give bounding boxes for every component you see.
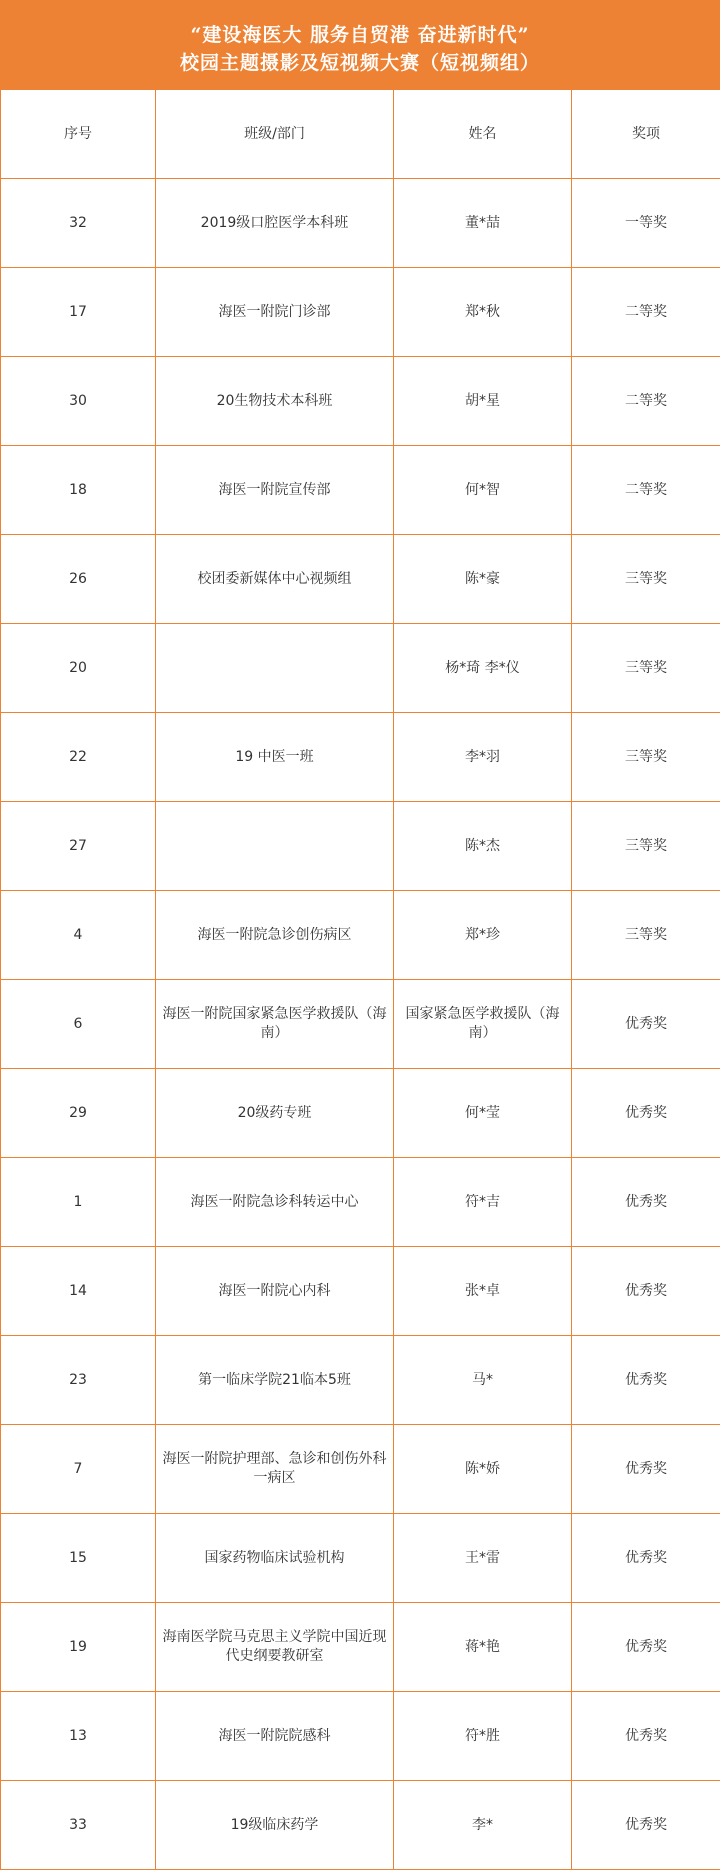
column-header-dept: 班级/部门 xyxy=(156,90,394,179)
cell-no: 30 xyxy=(1,357,156,446)
cell-award: 二等奖 xyxy=(572,446,720,535)
cell-dept: 海医一附院国家紧急医学救援队（海南） xyxy=(156,980,394,1069)
cell-name: 国家紧急医学救援队（海南） xyxy=(394,980,572,1069)
cell-name: 陈*豪 xyxy=(394,535,572,624)
cell-no: 33 xyxy=(1,1781,156,1870)
table-row xyxy=(1,1692,720,1781)
cell-name: 符*胜 xyxy=(394,1692,572,1781)
cell-dept: 19 中医一班 xyxy=(156,713,394,802)
table-row xyxy=(1,268,720,357)
table-row xyxy=(1,179,720,268)
cell-dept: 海南医学院马克思主义学院中国近现代史纲要教研室 xyxy=(156,1603,394,1692)
cell-no: 23 xyxy=(1,1336,156,1425)
table-header-row xyxy=(1,90,720,179)
cell-dept: 海医一附院门诊部 xyxy=(156,268,394,357)
cell-name: 何*莹 xyxy=(394,1069,572,1158)
cell-name: 杨*琦 李*仪 xyxy=(394,624,572,713)
table-row xyxy=(1,535,720,624)
cell-no: 1 xyxy=(1,1158,156,1247)
table-row xyxy=(1,1158,720,1247)
cell-name: 胡*星 xyxy=(394,357,572,446)
cell-award: 优秀奖 xyxy=(572,1692,720,1781)
cell-dept: 20生物技术本科班 xyxy=(156,357,394,446)
cell-award: 优秀奖 xyxy=(572,1158,720,1247)
cell-name: 王*雷 xyxy=(394,1514,572,1603)
cell-name: 陈*娇 xyxy=(394,1425,572,1514)
page-subtitle: 校园主题摄影及短视频大赛（短视频组） xyxy=(179,52,540,74)
cell-name: 马* xyxy=(394,1336,572,1425)
table-row xyxy=(1,891,720,980)
cell-award: 优秀奖 xyxy=(572,1514,720,1603)
cell-dept: 第一临床学院21临本5班 xyxy=(156,1336,394,1425)
cell-no: 7 xyxy=(1,1425,156,1514)
cell-no: 13 xyxy=(1,1692,156,1781)
cell-no: 17 xyxy=(1,268,156,357)
cell-award: 优秀奖 xyxy=(572,1781,720,1870)
cell-dept: 海医一附院护理部、急诊和创伤外科一病区 xyxy=(156,1425,394,1514)
cell-award: 优秀奖 xyxy=(572,1425,720,1514)
table-row xyxy=(1,802,720,891)
cell-dept: 国家药物临床试验机构 xyxy=(156,1514,394,1603)
cell-award: 三等奖 xyxy=(572,802,720,891)
table-row xyxy=(1,980,720,1069)
table-row xyxy=(1,624,720,713)
cell-award: 优秀奖 xyxy=(572,1336,720,1425)
title-banner xyxy=(0,0,720,90)
cell-name: 陈*杰 xyxy=(394,802,572,891)
cell-dept: 海医一附院急诊科转运中心 xyxy=(156,1158,394,1247)
cell-award: 优秀奖 xyxy=(572,1069,720,1158)
table-row xyxy=(1,1336,720,1425)
cell-no: 4 xyxy=(1,891,156,980)
cell-name: 郑*珍 xyxy=(394,891,572,980)
cell-award: 二等奖 xyxy=(572,357,720,446)
column-header-name: 姓名 xyxy=(394,90,572,179)
cell-no: 27 xyxy=(1,802,156,891)
cell-dept: 海医一附院宣传部 xyxy=(156,446,394,535)
cell-award: 一等奖 xyxy=(572,179,720,268)
cell-dept: 海医一附院心内科 xyxy=(156,1247,394,1336)
cell-name: 何*智 xyxy=(394,446,572,535)
cell-name: 张*卓 xyxy=(394,1247,572,1336)
cell-award: 三等奖 xyxy=(572,891,720,980)
cell-dept xyxy=(156,624,394,713)
cell-no: 14 xyxy=(1,1247,156,1336)
cell-no: 6 xyxy=(1,980,156,1069)
cell-no: 22 xyxy=(1,713,156,802)
cell-no: 19 xyxy=(1,1603,156,1692)
cell-dept: 20级药专班 xyxy=(156,1069,394,1158)
cell-award: 优秀奖 xyxy=(572,1603,720,1692)
table-row xyxy=(1,1514,720,1603)
table-row xyxy=(1,1781,720,1870)
cell-no: 18 xyxy=(1,446,156,535)
page-title: “建设海医大 服务自贸港 奋进新时代” xyxy=(190,24,530,46)
cell-award: 三等奖 xyxy=(572,535,720,624)
cell-no: 15 xyxy=(1,1514,156,1603)
table-row xyxy=(1,713,720,802)
table-row xyxy=(1,1603,720,1692)
cell-dept: 19级临床药学 xyxy=(156,1781,394,1870)
cell-award: 三等奖 xyxy=(572,713,720,802)
table-row xyxy=(1,1425,720,1514)
table-row xyxy=(1,1069,720,1158)
cell-dept: 校团委新媒体中心视频组 xyxy=(156,535,394,624)
cell-no: 20 xyxy=(1,624,156,713)
cell-name: 李*羽 xyxy=(394,713,572,802)
cell-dept: 海医一附院急诊创伤病区 xyxy=(156,891,394,980)
table-row xyxy=(1,1247,720,1336)
cell-no: 29 xyxy=(1,1069,156,1158)
awards-table xyxy=(0,89,720,1870)
cell-name: 董*喆 xyxy=(394,179,572,268)
cell-name: 蒋*艳 xyxy=(394,1603,572,1692)
column-header-award: 奖项 xyxy=(572,90,720,179)
cell-no: 26 xyxy=(1,535,156,624)
table-row xyxy=(1,446,720,535)
cell-award: 二等奖 xyxy=(572,268,720,357)
cell-award: 三等奖 xyxy=(572,624,720,713)
cell-no: 32 xyxy=(1,179,156,268)
cell-award: 优秀奖 xyxy=(572,1247,720,1336)
cell-dept: 2019级口腔医学本科班 xyxy=(156,179,394,268)
cell-dept xyxy=(156,802,394,891)
column-header-no: 序号 xyxy=(1,90,156,179)
cell-award: 优秀奖 xyxy=(572,980,720,1069)
cell-name: 郑*秋 xyxy=(394,268,572,357)
cell-dept: 海医一附院院感科 xyxy=(156,1692,394,1781)
cell-name: 符*吉 xyxy=(394,1158,572,1247)
table-row xyxy=(1,357,720,446)
cell-name: 李* xyxy=(394,1781,572,1870)
